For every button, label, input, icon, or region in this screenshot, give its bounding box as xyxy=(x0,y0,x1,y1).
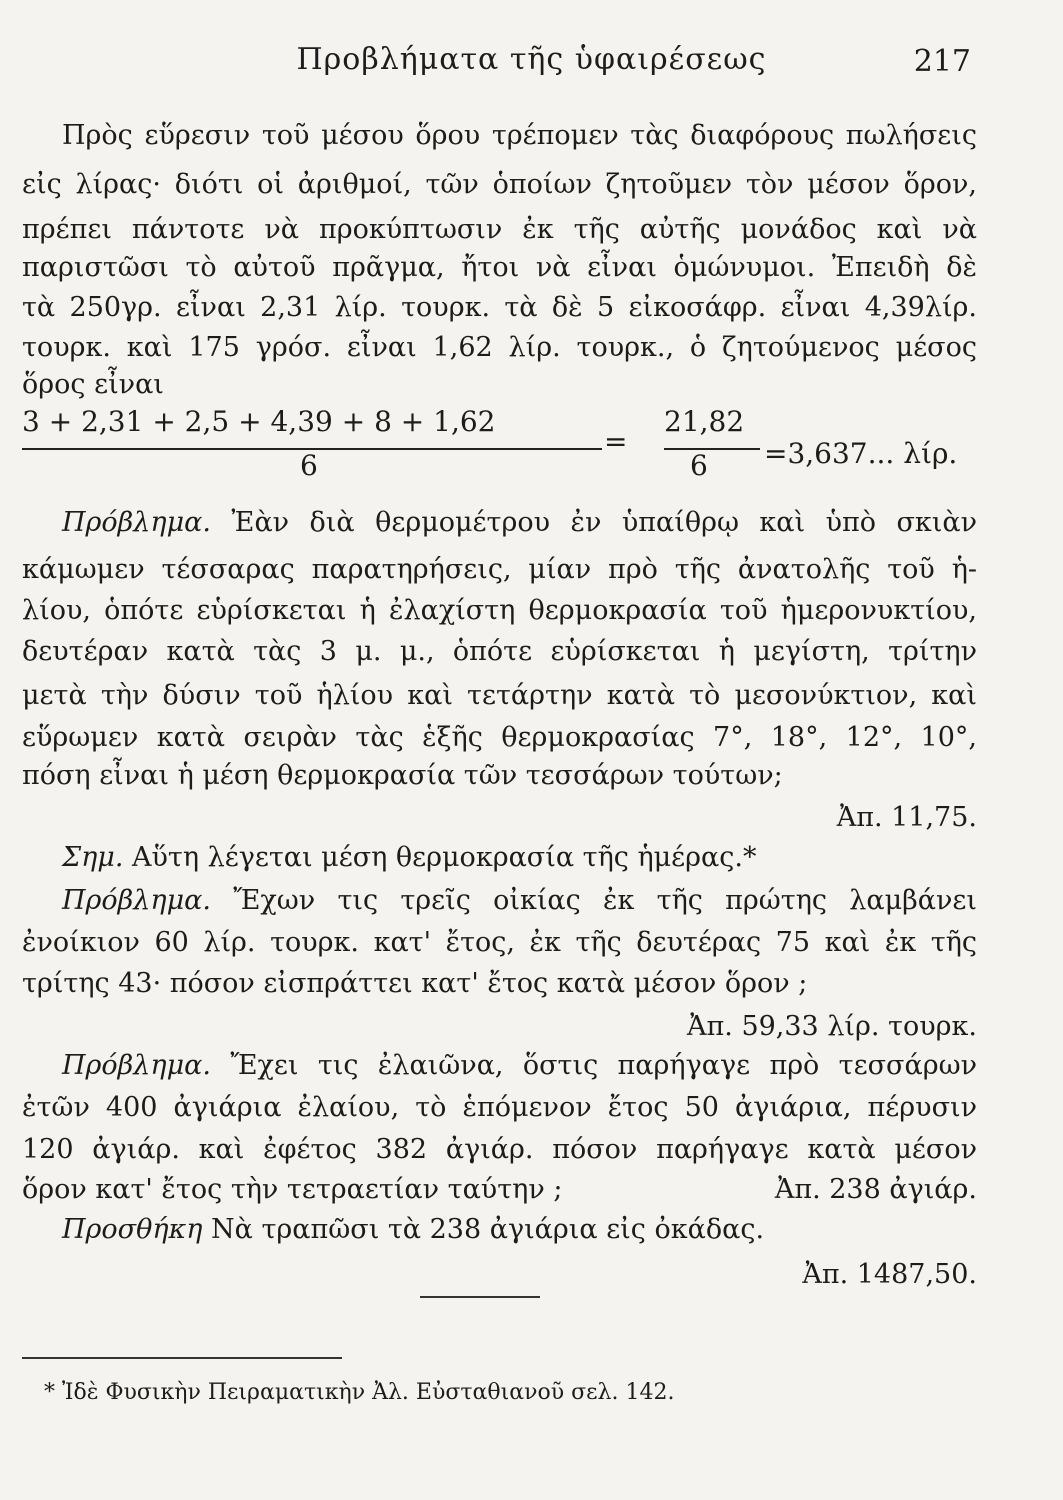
answer: Ἀπ. 11,75. xyxy=(836,802,977,833)
footnote-rule xyxy=(22,1357,342,1359)
problem-first-line xyxy=(62,505,977,541)
problem-text: Ἔχων τις τρεῖς οἰκίας ἐκ τῆς πρώτης λαμβάνει xyxy=(233,885,977,916)
formula-sum: 21,82 xyxy=(664,405,745,438)
problem-label: Πρόβλημα. xyxy=(62,507,211,538)
text-line: εὕρωμεν κατὰ σειρὰν τὰς ἑξῆς θερμοκρασίας 7°, 18°, 12°, 10°, xyxy=(22,722,977,753)
text-line: Πρὸς εὕρεσιν τοῦ μέσου ὅρου τρέπομεν τὰς διαφόρους πωλήσεις xyxy=(62,120,977,151)
formula-numerator: 3 + 2,31 + 2,5 + 4,39 + 8 + 1,62 xyxy=(22,405,496,438)
note-label: Σημ. xyxy=(62,842,124,873)
answer: Ἀπ. 1487,50. xyxy=(802,1259,977,1290)
addition-label: Προσθήκη xyxy=(62,1214,203,1245)
addition-text: Νὰ τραπῶσι τὰ 238 ἀγιάρια εἰς ὀκάδας. xyxy=(211,1214,765,1245)
text-line: ἐνοίκιον 60 λίρ. τουρκ. κατ' ἔτος, ἐκ τῆς δευτέρας 75 καὶ ἐκ τῆς xyxy=(22,927,977,958)
mean-formula xyxy=(22,405,982,495)
problem-text: Ἔχει τις ἐλαιῶνα, ὅστις παρήγαγε πρὸ τεσσάρων xyxy=(230,1050,978,1081)
addition-line xyxy=(62,1212,1017,1248)
note-text: Αὕτη λέγεται μέση θερμοκρασία τῆς ἡμέρας.* xyxy=(132,842,757,873)
equals-sign: = xyxy=(604,425,628,458)
text-line: τρίτης 43· πόσον εἰσπράττει κατ' ἔτος κατὰ μέσον ὅρον ; xyxy=(22,968,808,999)
note-line xyxy=(62,840,1017,876)
text-line: πρέπει πάντοτε νὰ προκύπτωσιν ἐκ τῆς αὐτῆς μονάδος καὶ νὰ xyxy=(22,214,977,245)
problem-label: Πρόβλημα. xyxy=(62,885,211,916)
formula-denominator: 6 xyxy=(690,449,708,482)
text-line: εἰς λίρας· διότι οἱ ἀριθμοί, τῶν ὁποίων ζητοῦμεν τὸν μέσον ὅρον, xyxy=(22,169,977,200)
text-line: παριστῶσι τὸ αὐτοῦ πρᾶγμα, ἤτοι νὰ εἶναι ὁμώνυμοι. Ἐπειδὴ δὲ xyxy=(22,252,977,283)
text-line: τουρκ. καὶ 175 γρόσ. εἶναι 1,62 λίρ. τουρκ., ὁ ζητούμενος μέσος xyxy=(22,332,977,363)
page-number: 217 xyxy=(913,44,971,79)
answer: Ἀπ. 238 ἀγιάρ. xyxy=(774,1174,977,1205)
running-header-title: Προβλήματα τῆς ὑφαιρέσεως xyxy=(296,42,767,77)
fraction-bar xyxy=(664,448,760,450)
problem-text: Ἐὰν διὰ θερμομέτρου ἐν ὑπαίθρῳ καὶ ὑπὸ σκιὰν xyxy=(231,507,977,538)
text-line: πόση εἶναι ἡ μέση θερμοκρασία τῶν τεσσάρων τούτων; xyxy=(22,760,783,791)
text-line: τὰ 250γρ. εἶναι 2,31 λίρ. τουρκ. τὰ δὲ 5 εἰκοσάφρ. εἶναι 4,39λίρ. xyxy=(22,292,977,323)
text-line: δευτέραν κατὰ τὰς 3 μ. μ., ὁπότε εὑρίσκεται ἡ μεγίστη, τρίτην xyxy=(22,636,977,667)
footnote: * Ἰδὲ Φυσικὴν Πειραματικὴν Ἀλ. Εὐσταθιανοῦ σελ. 142. xyxy=(44,1380,675,1405)
formula-denominator: 6 xyxy=(300,449,318,482)
text-line: μετὰ τὴν δύσιν τοῦ ἡλίου καὶ τετάρτην κατὰ τὸ μεσονύκτιον, καὶ xyxy=(22,680,977,711)
text-line: ὅρον κατ' ἔτος τὴν τετραετίαν ταύτην ; xyxy=(22,1174,563,1205)
text-line: ἐτῶν 400 ἀγιάρια ἐλαίου, τὸ ἑπόμενον ἔτος 50 ἀγιάρια, πέρυσιν xyxy=(22,1092,977,1123)
text-line: κάμωμεν τέσσαρας παρατηρήσεις, μίαν πρὸ τῆς ἀνατολῆς τοῦ ἡ- xyxy=(22,554,977,585)
answer: Ἀπ. 59,33 λίρ. τουρκ. xyxy=(687,1011,977,1042)
text-line: ὅρος εἶναι xyxy=(22,369,164,400)
problem-first-line xyxy=(62,883,977,919)
formula-result: =3,637... λίρ. xyxy=(764,437,958,470)
text-line: λίου, ὁπότε εὑρίσκεται ἡ ἐλαχίστη θερμοκρασία τοῦ ἡμερονυκτίου, xyxy=(22,595,977,626)
problem-label: Πρόβλημα. xyxy=(62,1050,211,1081)
section-divider xyxy=(420,1296,540,1298)
text-line: 120 ἀγιάρ. καὶ ἐφέτος 382 ἀγιάρ. πόσον παρήγαγε κατὰ μέσον xyxy=(22,1134,977,1165)
problem-first-line xyxy=(62,1048,977,1084)
